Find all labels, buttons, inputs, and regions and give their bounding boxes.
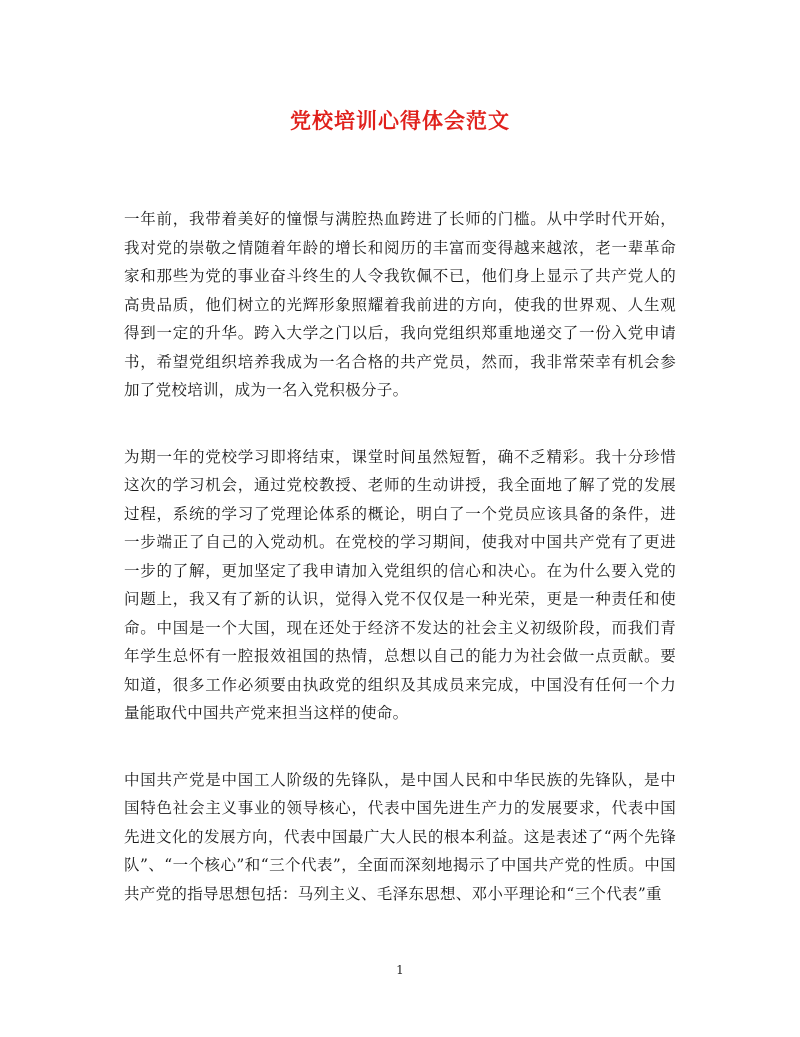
paragraph-3: 中国共产党是中国工人阶级的先锋队，是中国人民和中华民族的先锋队，是中国特色社会主义事业的领导核心，代表中国先进生产力的发展要求，代表中国先进文化的发展方向，代表中国最广大人民的根本利益。这是表述了“两个先锋队”、“一个核心”和“三个代表”，全面而深刻地揭示了中国共产党的性质。中国共产党的指导思想包括：马列主义、毛泽东思想、邓小平理论和“三个代表”重 [124, 770, 676, 903]
page-number: 1 [396, 963, 404, 977]
document-title: 党校培训心得体会范文 [290, 108, 510, 133]
document-body [124, 205, 676, 908]
paragraph-2: 为期一年的党校学习即将结束，课堂时间虽然短暂，确不乏精彩。我十分珍惜这次的学习机会，通过党校教授、老师的生动讲授，我全面地了解了党的发展过程，系统的学习了党理论体系的概论，明白了一个党员应该具备的条件，进一步端正了自己的入党动机。在党校的学习期间，使我对中国共产党有了更进一步的了解，更加坚定了我申请加入党组织的信心和决心。在为什么要入党的问题上，我又有了新的认识，觉得入党不仅仅是一种光荣，更是一种责任和使命。中国是一个大国，现在还处于经济不发达的社会主义初级阶段，而我们青年学生总怀有一腔报效祖国的热情，总想以自己的能力为社会做一点贡献。要知道，很多工作必须要由执政党的组织及其成员来完成，中国没有任何一个力量能取代中国共产党来担当这样的使命。 [124, 447, 676, 722]
paragraph-1: 一年前，我带着美好的憧憬与满腔热血跨进了长师的门槛。从中学时代开始，我对党的崇敬之情随着年龄的增长和阅历的丰富而变得越来越浓，老一辈革命家和那些为党的事业奋斗终生的人令我钦佩不已，他们身上显示了共产党人的高贵品质，他们树立的光辉形象照耀着我前进的方向，使我的世界观、人生观得到一定的升华。跨入大学之门以后，我向党组织郑重地递交了一份入党申请书，希望党组织培养我成为一名合格的共产党员，然而，我非常荣幸有机会参加了党校培训，成为一名入党积极分子。 [124, 210, 676, 399]
